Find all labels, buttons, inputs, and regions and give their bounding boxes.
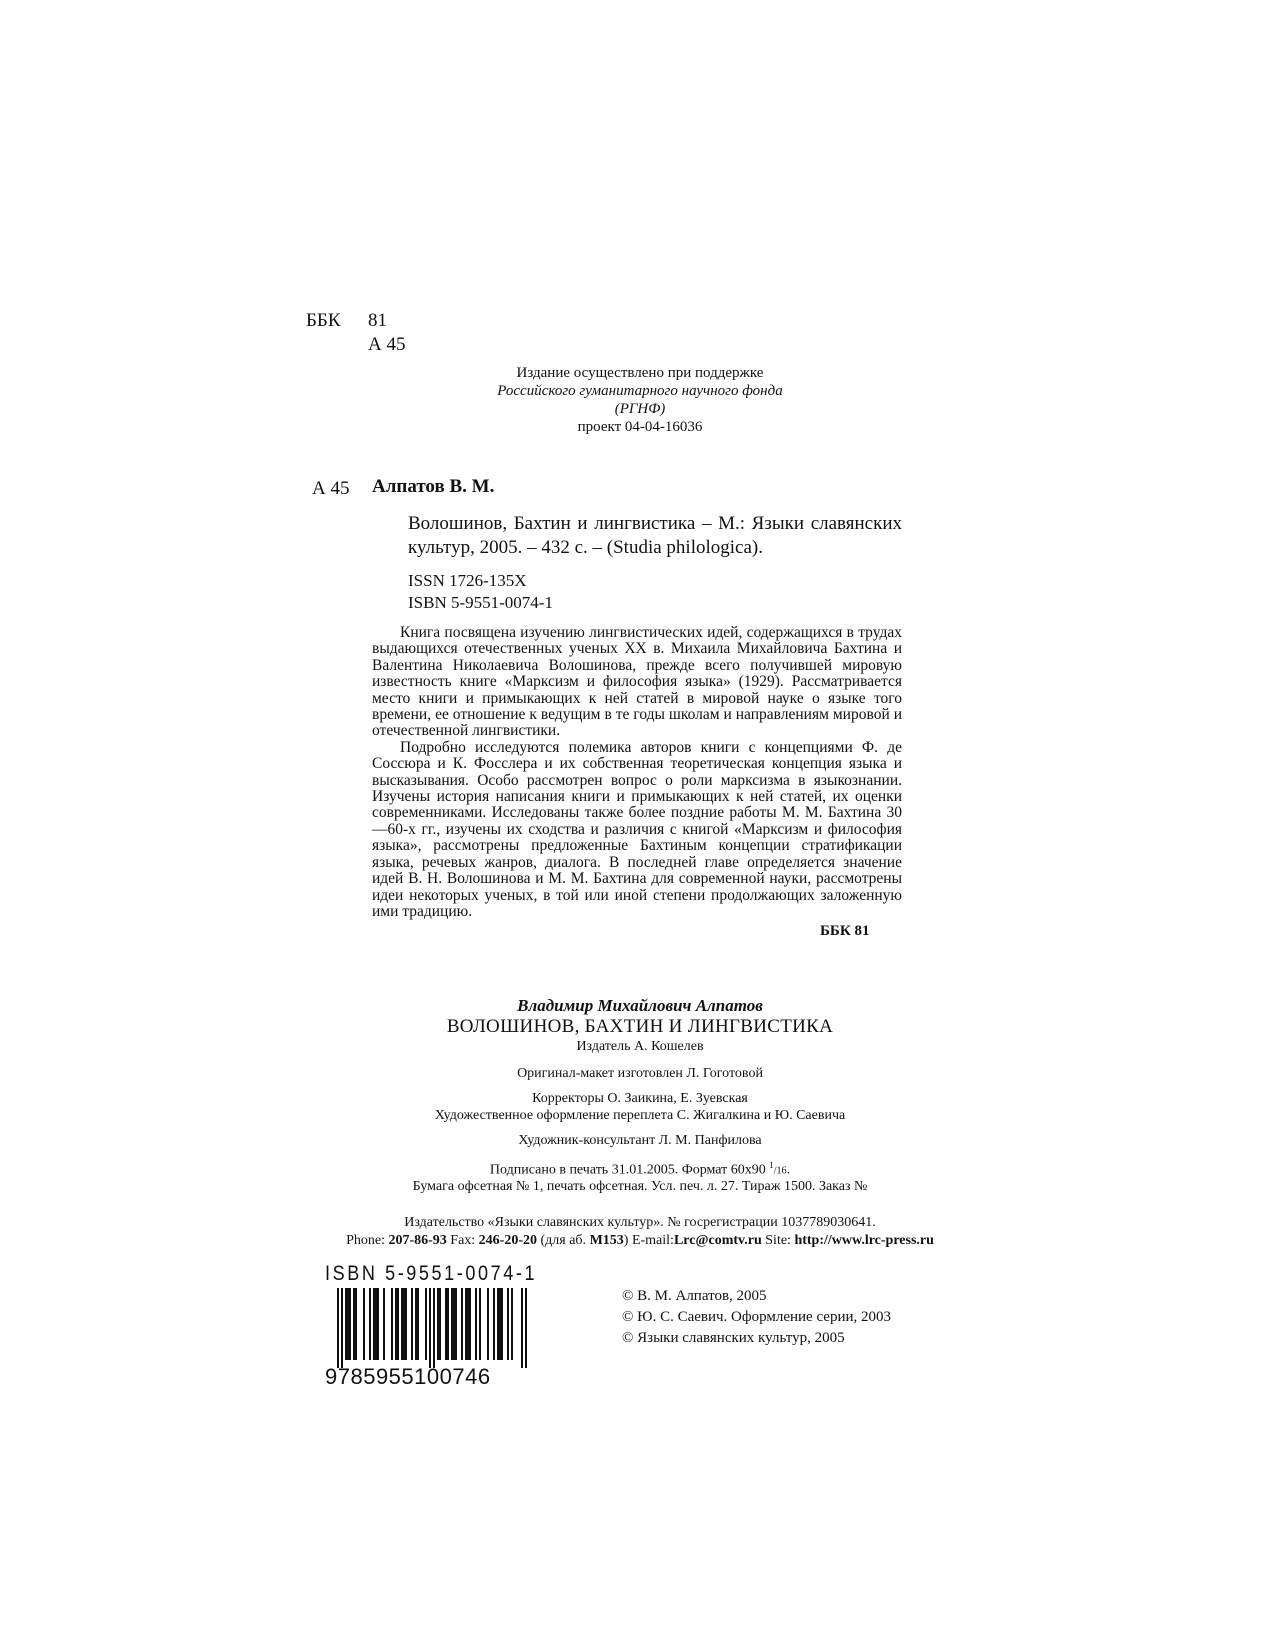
barcode-bars: [325, 1288, 537, 1368]
barcode-bar: [507, 1288, 509, 1360]
barcode-bar: [497, 1288, 499, 1360]
email-label: E-mail:: [631, 1233, 674, 1248]
barcode-bar: [501, 1288, 503, 1360]
fax-number: 246-20-20: [478, 1233, 537, 1248]
imprint-publisher: Издатель А. Кошелев: [576, 1039, 704, 1054]
entry-cutter: А 45: [312, 478, 350, 499]
abstract: [372, 625, 902, 920]
imprint-author: Владимир Михайлович Алпатов: [517, 996, 763, 1015]
barcode-bar: [453, 1288, 455, 1360]
format-fraction-numerator: 1: [769, 1160, 774, 1170]
barcode-digits: 9785955100746: [325, 1364, 491, 1389]
fax-note-suffix: ): [623, 1233, 629, 1248]
barcode-bar: [411, 1288, 413, 1360]
barcode-bar: [397, 1288, 399, 1360]
barcode-bar: [415, 1288, 417, 1360]
imprint-print-line-2: Бумага офсетная № 1, печать офсетная. Усл. печ. л. 27. Тираж 1500. Заказ №: [412, 1179, 868, 1194]
barcode-bar: [475, 1288, 477, 1360]
site-label: Site:: [765, 1233, 791, 1248]
imprint-print-line-1-end: .: [786, 1162, 791, 1178]
barcode-bar: [341, 1288, 343, 1368]
barcode-bar: [377, 1288, 379, 1360]
entry-issn: ISSN 1726-135X: [408, 571, 527, 590]
barcode-bar: [469, 1288, 471, 1360]
imprint-cover-design: Художественное оформление переплета С. Жигалкина и Ю. Саевича: [434, 1108, 846, 1123]
copyright-line-2: © Ю. С. Саевич. Оформление серии, 2003: [622, 1309, 892, 1325]
imprint-publishing-house: Издательство «Языки славянских культур». № госрегистрации 1037789030641.: [404, 1215, 876, 1230]
imprint-layout-credit: Оригинал-макет изготовлен Л. Гоготовой: [517, 1066, 763, 1081]
barcode-bar: [439, 1288, 441, 1360]
barcode-bar: [349, 1288, 351, 1360]
barcode-bar: [383, 1288, 385, 1360]
bbk-label: ББК: [306, 310, 341, 331]
barcode-bar: [467, 1288, 469, 1360]
barcode-bar: [479, 1288, 481, 1360]
bbk-cutter-code: А 45: [368, 334, 406, 355]
site-url: http://www.lrc-press.ru: [794, 1233, 934, 1248]
copyright-block: [622, 1286, 891, 1349]
barcode-bar: [425, 1288, 427, 1360]
barcode-bar: [521, 1288, 523, 1368]
barcode-bar: [337, 1288, 339, 1368]
fax-note-box: M153: [589, 1233, 624, 1248]
barcode-isbn-text: ISBN 5-9551-0074-1: [325, 1262, 538, 1285]
fax-label: Fax:: [450, 1233, 476, 1248]
barcode-bar: [525, 1288, 527, 1368]
copyright-line-3: © Языки славянских культур, 2005: [622, 1330, 845, 1346]
barcode-bar: [405, 1288, 407, 1360]
abstract-bbk: ББК 81: [820, 923, 870, 939]
barcode-bar: [403, 1288, 405, 1360]
fax-note-prefix: (для аб.: [540, 1233, 587, 1248]
email-address: Lrc@comtv.ru: [673, 1233, 762, 1248]
barcode-bar: [345, 1288, 347, 1360]
copyright-line-1: © В. М. Алпатов, 2005: [622, 1288, 767, 1304]
support-notice: [440, 364, 840, 436]
bbk-class-code: 81: [368, 310, 387, 331]
barcode-bar: [451, 1288, 453, 1360]
barcode-bar: [395, 1288, 397, 1360]
imprint-consultant: Художник-консультант Л. М. Панфилова: [518, 1133, 762, 1148]
entry-bibliographic-description: Волошинов, Бахтин и лингвистика – М.: Языки славянских культур, 2005. – 432 с. – (Studia philologica).: [408, 513, 902, 558]
barcode-bar: [455, 1288, 457, 1360]
barcode-bar: [461, 1288, 463, 1360]
barcode-bar: [363, 1288, 365, 1360]
support-line-2: Российского гуманитарного научного фонда: [497, 383, 783, 399]
barcode-bar: [391, 1288, 393, 1360]
barcode-bar: [499, 1288, 501, 1360]
barcode: [325, 1262, 540, 1390]
barcode-bar: [373, 1288, 375, 1360]
entry-isbn: ISBN 5-9551-0074-1: [408, 593, 553, 612]
barcode-bar: [433, 1288, 435, 1368]
support-line-4: проект 04-04-16036: [577, 419, 703, 435]
barcode-bar: [465, 1288, 467, 1360]
barcode-bar: [447, 1288, 449, 1360]
barcode-bar: [429, 1288, 431, 1368]
support-line-1: Издание осуществлено при поддержке: [516, 365, 764, 381]
imprint-print-line-1: [380, 1160, 900, 1179]
abstract-paragraph-2: Подробно исследуются полемика авторов книги с концепциями Ф. де Соссюра и К. Фосслера и их собственная теоретическая концепция языка и высказывания. Особо рассмотрен вопрос о роли марксизма в языкознании. Изучены история написания книги и примыкающих к ней статей, их оценки современниками. Исследованы также более поздние работы М. М. Бахтина 30—60-х гг., изучены их сходства и различия с книгой «Марксизм и философия языка», рассмотрены предложенные Бахтиным концепции стратификации языка, речевых жанров, диалога. В последней главе определяется значение идей В. Н. Волошинова и М. М. Бахтина для современной науки, рассмотрены идеи некоторых ученых, в той или иной степени продолжающих заложенную ими традицию.: [372, 738, 902, 920]
phone-number: 207-86-93: [388, 1233, 447, 1248]
barcode-bar: [375, 1288, 377, 1360]
barcode-bar: [355, 1288, 357, 1360]
phone-label: Phone:: [346, 1233, 385, 1248]
imprint-title: ВОЛОШИНОВ, БАХТИН И ЛИНГВИСТИКА: [446, 1016, 834, 1037]
format-fraction-denominator: /16: [773, 1165, 787, 1177]
imprint-print-text: Подписано в печать 31.01.2005. Формат 60x90: [489, 1162, 766, 1178]
barcode-bar: [445, 1288, 447, 1360]
barcode-bar: [353, 1288, 355, 1360]
barcode-bar: [369, 1288, 371, 1360]
barcode-bar: [347, 1288, 349, 1360]
abstract-paragraph-1: Книга посвящена изучению лингвистических идей, содержащихся в трудах выдающихся отечественных ученых XX в. Михаила Михайловича Бахтина и Валентина Николаевича Волошинова, прежде всего получившей мировую известность книге «Марксизм и философия языка» (1929). Рассматривается место книги и примыкающих к ней статей в мировой науке о языке того времени, ее отношение к ведущим в те годы школам и направлениям мировой и отечественной лингвистики.: [372, 624, 902, 740]
barcode-bar: [511, 1288, 513, 1360]
barcode-bar: [437, 1288, 439, 1360]
entry-author: Алпатов В. М.: [372, 476, 495, 497]
barcode-bar: [487, 1288, 489, 1360]
imprint-contacts: [300, 1233, 980, 1249]
barcode-bar: [493, 1288, 495, 1360]
support-line-3: (РГНФ): [614, 401, 666, 417]
barcode-bar: [417, 1288, 419, 1360]
barcode-bar: [401, 1288, 403, 1360]
imprint-proofreaders: Корректоры О. Заикина, Е. Зуевская: [532, 1091, 748, 1106]
